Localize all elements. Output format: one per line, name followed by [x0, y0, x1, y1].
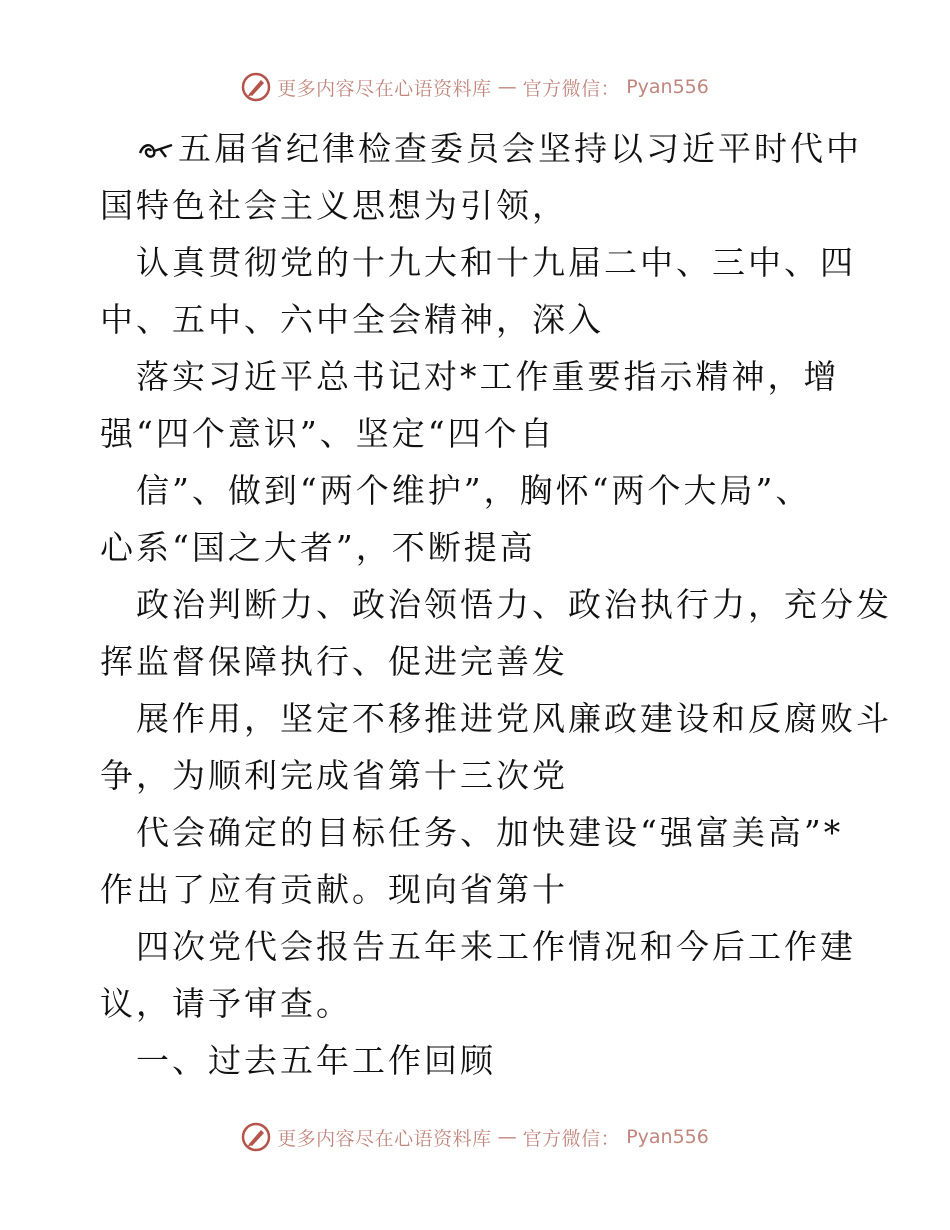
watermark-label: 官方微信： [522, 1127, 621, 1150]
watermark-text: 更多内容尽在心语资料库 [277, 77, 492, 100]
paragraph-line: 中、五中、六中全会精神，深入 [100, 300, 604, 339]
pen-logo-icon [241, 72, 271, 102]
paragraph-line: 争，为顺利完成省第十三次党 [100, 756, 568, 795]
ornament-bullet-icon [136, 139, 176, 163]
paragraph-line: 认真贯彻党的十九大和十九届二中、三中、四 [136, 243, 856, 282]
paragraph-line: 国特色社会主义思想为引领， [100, 186, 568, 225]
paragraph-line: 强“四个意识”、坚定“四个自 [100, 414, 556, 453]
paragraph-2 [100, 234, 860, 348]
paragraph-line: 五届省纪律检查委员会坚持以习近平时代中 [178, 129, 862, 168]
paragraph-6 [100, 690, 892, 804]
paragraph-1 [100, 120, 860, 234]
section-heading: 一、过去五年工作回顾 [136, 1041, 496, 1080]
header-watermark [0, 72, 950, 102]
paragraph-8 [100, 918, 860, 1032]
paragraph-line: 心系“国之大者”，不断提高 [100, 528, 536, 567]
paragraph-line: 信”、做到“两个维护”，胸怀“两个大局”、 [136, 471, 812, 510]
paragraph-line: 作出了应有贡献。现向省第十 [100, 870, 568, 909]
paragraph-line: 议，请予审查。 [100, 984, 352, 1023]
paragraph-3 [100, 348, 860, 462]
watermark-label: 官方微信： [522, 77, 621, 100]
document-body [100, 120, 892, 1089]
watermark-id: Pyan556 [626, 1126, 709, 1148]
pen-logo-icon [241, 1122, 271, 1152]
paragraph-line: 代会确定的目标任务、加快建设“强富美高”* [136, 813, 844, 852]
paragraph-5 [100, 576, 892, 690]
watermark-id: Pyan556 [626, 76, 709, 98]
watermark-separator: — [497, 76, 517, 98]
watermark-separator: — [497, 1126, 517, 1148]
paragraph-line: 展作用，坚定不移推进党风廉政建设和反腐败斗 [136, 699, 892, 738]
watermark-text: 更多内容尽在心语资料库 [277, 1127, 492, 1150]
paragraph-7 [100, 804, 860, 918]
paragraph-line: 挥监督保障执行、促进完善发 [100, 642, 568, 681]
paragraph-line: 四次党代会报告五年来工作情况和今后工作建 [136, 927, 856, 966]
paragraph-line: 落实习近平总书记对*工作重要指示精神，增 [136, 357, 840, 396]
footer-watermark [0, 1122, 950, 1152]
paragraph-line: 政治判断力、政治领悟力、政治执行力，充分发 [136, 585, 892, 624]
paragraph-4 [100, 462, 860, 576]
